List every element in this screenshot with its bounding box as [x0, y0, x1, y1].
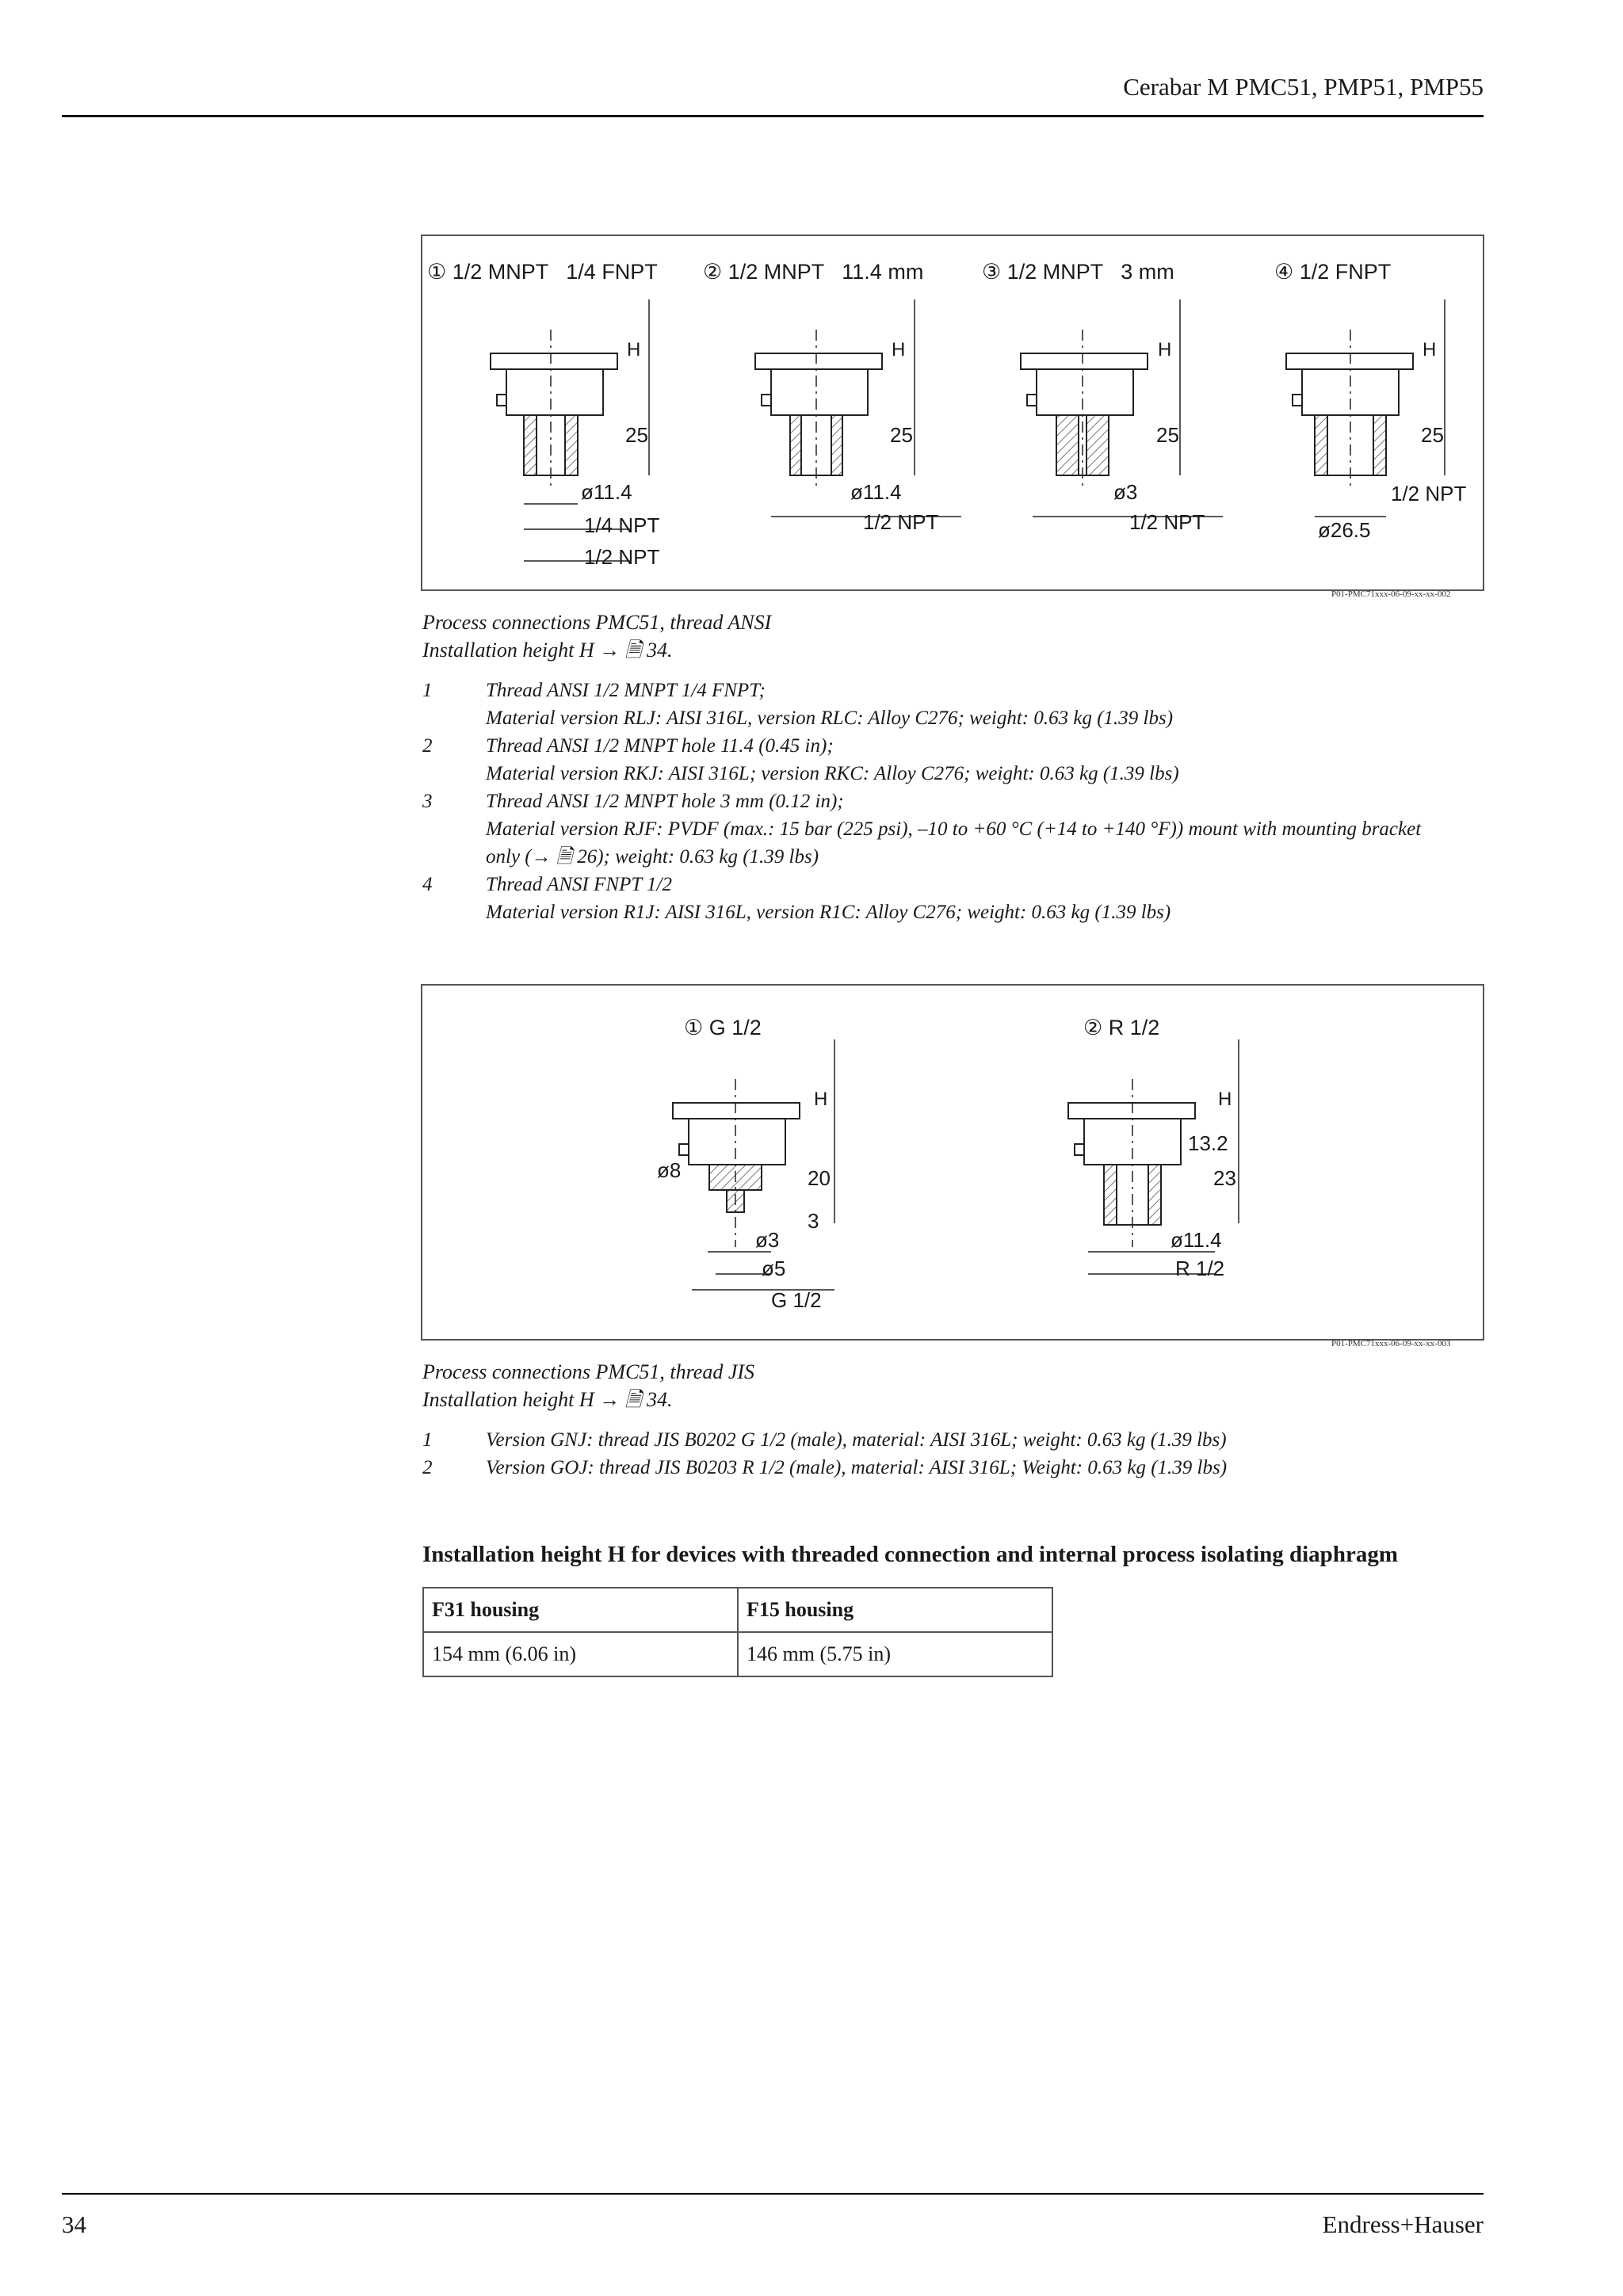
dim-25: 25: [1421, 423, 1444, 447]
installation-height-table: [422, 1587, 1053, 1677]
dim-d3: ø3: [1113, 480, 1138, 504]
dim-25: 25: [890, 423, 913, 447]
dim-d26-5: ø26.5: [1318, 518, 1371, 542]
dim-1-2-npt: 1/2 NPT: [863, 510, 939, 534]
dim-25: 25: [1156, 423, 1179, 447]
height-label: H: [627, 339, 641, 360]
page-number: 34: [62, 2210, 86, 2238]
figure-code: P01-PMC71xxx-06-09-xx-xx-003: [1331, 1339, 1451, 1348]
brand-name: Endress+Hauser: [1322, 2210, 1484, 2238]
dim-d11-4: ø11.4: [1170, 1228, 1222, 1252]
figure-ansi-threads: [421, 235, 1484, 591]
dim-d3: ø3: [755, 1228, 780, 1252]
document-title: Cerabar M PMC51, PMP51, PMP55: [1123, 73, 1484, 101]
dim-20: 20: [808, 1166, 831, 1190]
dim-3: 3: [808, 1209, 819, 1233]
dim-d5: ø5: [762, 1257, 786, 1280]
connection-1-label: ① 1/2 MNPT 1/4 FNPT: [427, 260, 658, 284]
height-label: H: [814, 1089, 828, 1110]
connection-4-label: ④ 1/2 FNPT: [1274, 260, 1392, 284]
height-label: H: [892, 339, 906, 360]
dim-d11-4: ø11.4: [850, 480, 902, 504]
height-label: H: [1423, 339, 1437, 360]
connection-2-label: ② 1/2 MNPT 11.4 mm: [703, 260, 924, 284]
figure-caption: Process connections PMC51, thread JIS Installation height H → 🗎 34.: [422, 1360, 755, 1411]
table-header-row: [423, 1588, 1052, 1632]
header-rule: [62, 115, 1484, 117]
dim-13-2: 13.2: [1188, 1131, 1228, 1155]
dim-d11-4: ø11.4: [581, 480, 632, 504]
height-label: H: [1218, 1089, 1232, 1110]
figure-caption: Process connections PMC51, thread ANSI Installation height H → 🗎 34.: [422, 611, 772, 662]
connection-g-label: ① G 1/2: [684, 1016, 762, 1039]
dim-1-2-npt: 1/2 NPT: [1129, 510, 1205, 534]
dim-d8: ø8: [657, 1158, 682, 1182]
figure-code: P01-PMC71xxx-06-09-xx-xx-002: [1331, 589, 1451, 599]
table-header-cell: F31 housing: [423, 1588, 738, 1632]
table-header-cell: F15 housing: [738, 1588, 1052, 1632]
connection-3-label: ③ 1/2 MNPT 3 mm: [982, 260, 1174, 284]
dim-1-2-npt: 1/2 NPT: [1391, 482, 1467, 505]
connection-r-label: ② R 1/2: [1083, 1016, 1160, 1039]
table-cell: 146 mm (5.75 in): [738, 1632, 1052, 1676]
dim-1-4-npt: 1/4 NPT: [584, 513, 660, 537]
footer-rule: [62, 2193, 1484, 2195]
figure-jis-threads: [421, 984, 1484, 1341]
table-row: [423, 1632, 1052, 1676]
dim-23: 23: [1213, 1166, 1236, 1190]
table-cell: 154 mm (6.06 in): [423, 1632, 738, 1676]
height-label: H: [1158, 339, 1172, 360]
section-heading: Installation height H for devices with threaded connection and internal process isolating diaphragm: [422, 1542, 1398, 1567]
jis-thread-drawing: [422, 986, 1483, 1339]
dim-r-1-2: R 1/2: [1175, 1257, 1225, 1280]
dim-1-2-npt: 1/2 NPT: [584, 545, 660, 569]
dim-25: 25: [625, 423, 648, 447]
dim-g-1-2: G 1/2: [771, 1288, 822, 1312]
